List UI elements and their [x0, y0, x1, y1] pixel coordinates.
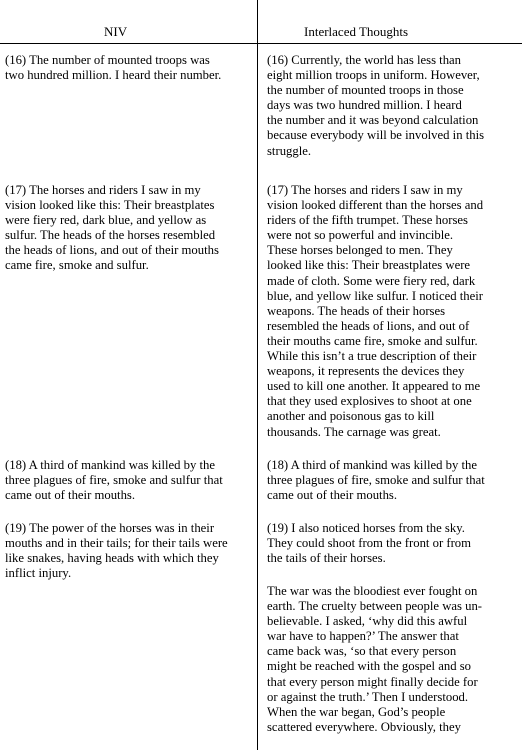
thoughts-verse-16: (16) Currently, the world has less than eight million troops in uniform. However, the number of mounted troops in those days was two hundred million. I heard the number and it was beyond calculation because everybody will be involved in this struggle. [267, 53, 485, 158]
niv-verse-19: (19) The power of the horses was in their mouths and in their tails; for their tails were like snakes, having heads with which they inflict injury. [5, 521, 228, 581]
column-divider [257, 0, 258, 750]
thoughts-verse-17: (17) The horses and riders I saw in my vision looked different than the horses and riders of the fifth trumpet. These horses were not so powerful and invincible. These horses belonged to men. They looked like this: Their breastplates were made of cloth. Some were fiery red, dark blue, and yellow like sulfur. I noticed their weapons. The heads of their horses resembled the heads of lions, and out of their mouths came fire, smoke and sulfur. While this isn’t a true description of their weapons, it represents the devices they used to kill one another. It appeared to me that they used explosives to shoot at one another and poisonous gas to kill thousands. The carnage was great. [267, 183, 484, 439]
thoughts-verse-18: (18) A third of mankind was killed by the three plagues of fire, smoke and sulfur that came out of their mouths. [267, 458, 485, 503]
interlaced-thoughts-column-header: Interlaced Thoughts [304, 24, 409, 39]
thoughts-verse-19: (19) I also noticed horses from the sky. They could shoot from the front or from the tails of their horses. [267, 521, 472, 566]
niv-column-header: NIV [104, 24, 128, 39]
header-rule [0, 43, 522, 44]
thoughts-war-paragraph: The war was the bloodiest ever fought on earth. The cruelty between people was un- believable. I asked, ‘why did this awful war have to happen?’ The answer that came back was, ‘so that every person might be reached with the gospel and so that every person might finally decide for or against the truth.’ Then I understood. When the war began, God’s people scattered everywhere. Obviously, they [267, 584, 483, 734]
niv-verse-16: (16) The number of mounted troops was two hundred million. I heard their number. [5, 53, 222, 83]
niv-verse-17: (17) The horses and riders I saw in my vision looked like this: Their breastplates were fiery red, dark blue, and yellow as sulfur. The heads of the horses resembled the heads of lions, and out of their mouths came fire, smoke and sulfur. [5, 183, 219, 273]
niv-verse-18: (18) A third of mankind was killed by the three plagues of fire, smoke and sulfur that came out of their mouths. [5, 458, 223, 503]
